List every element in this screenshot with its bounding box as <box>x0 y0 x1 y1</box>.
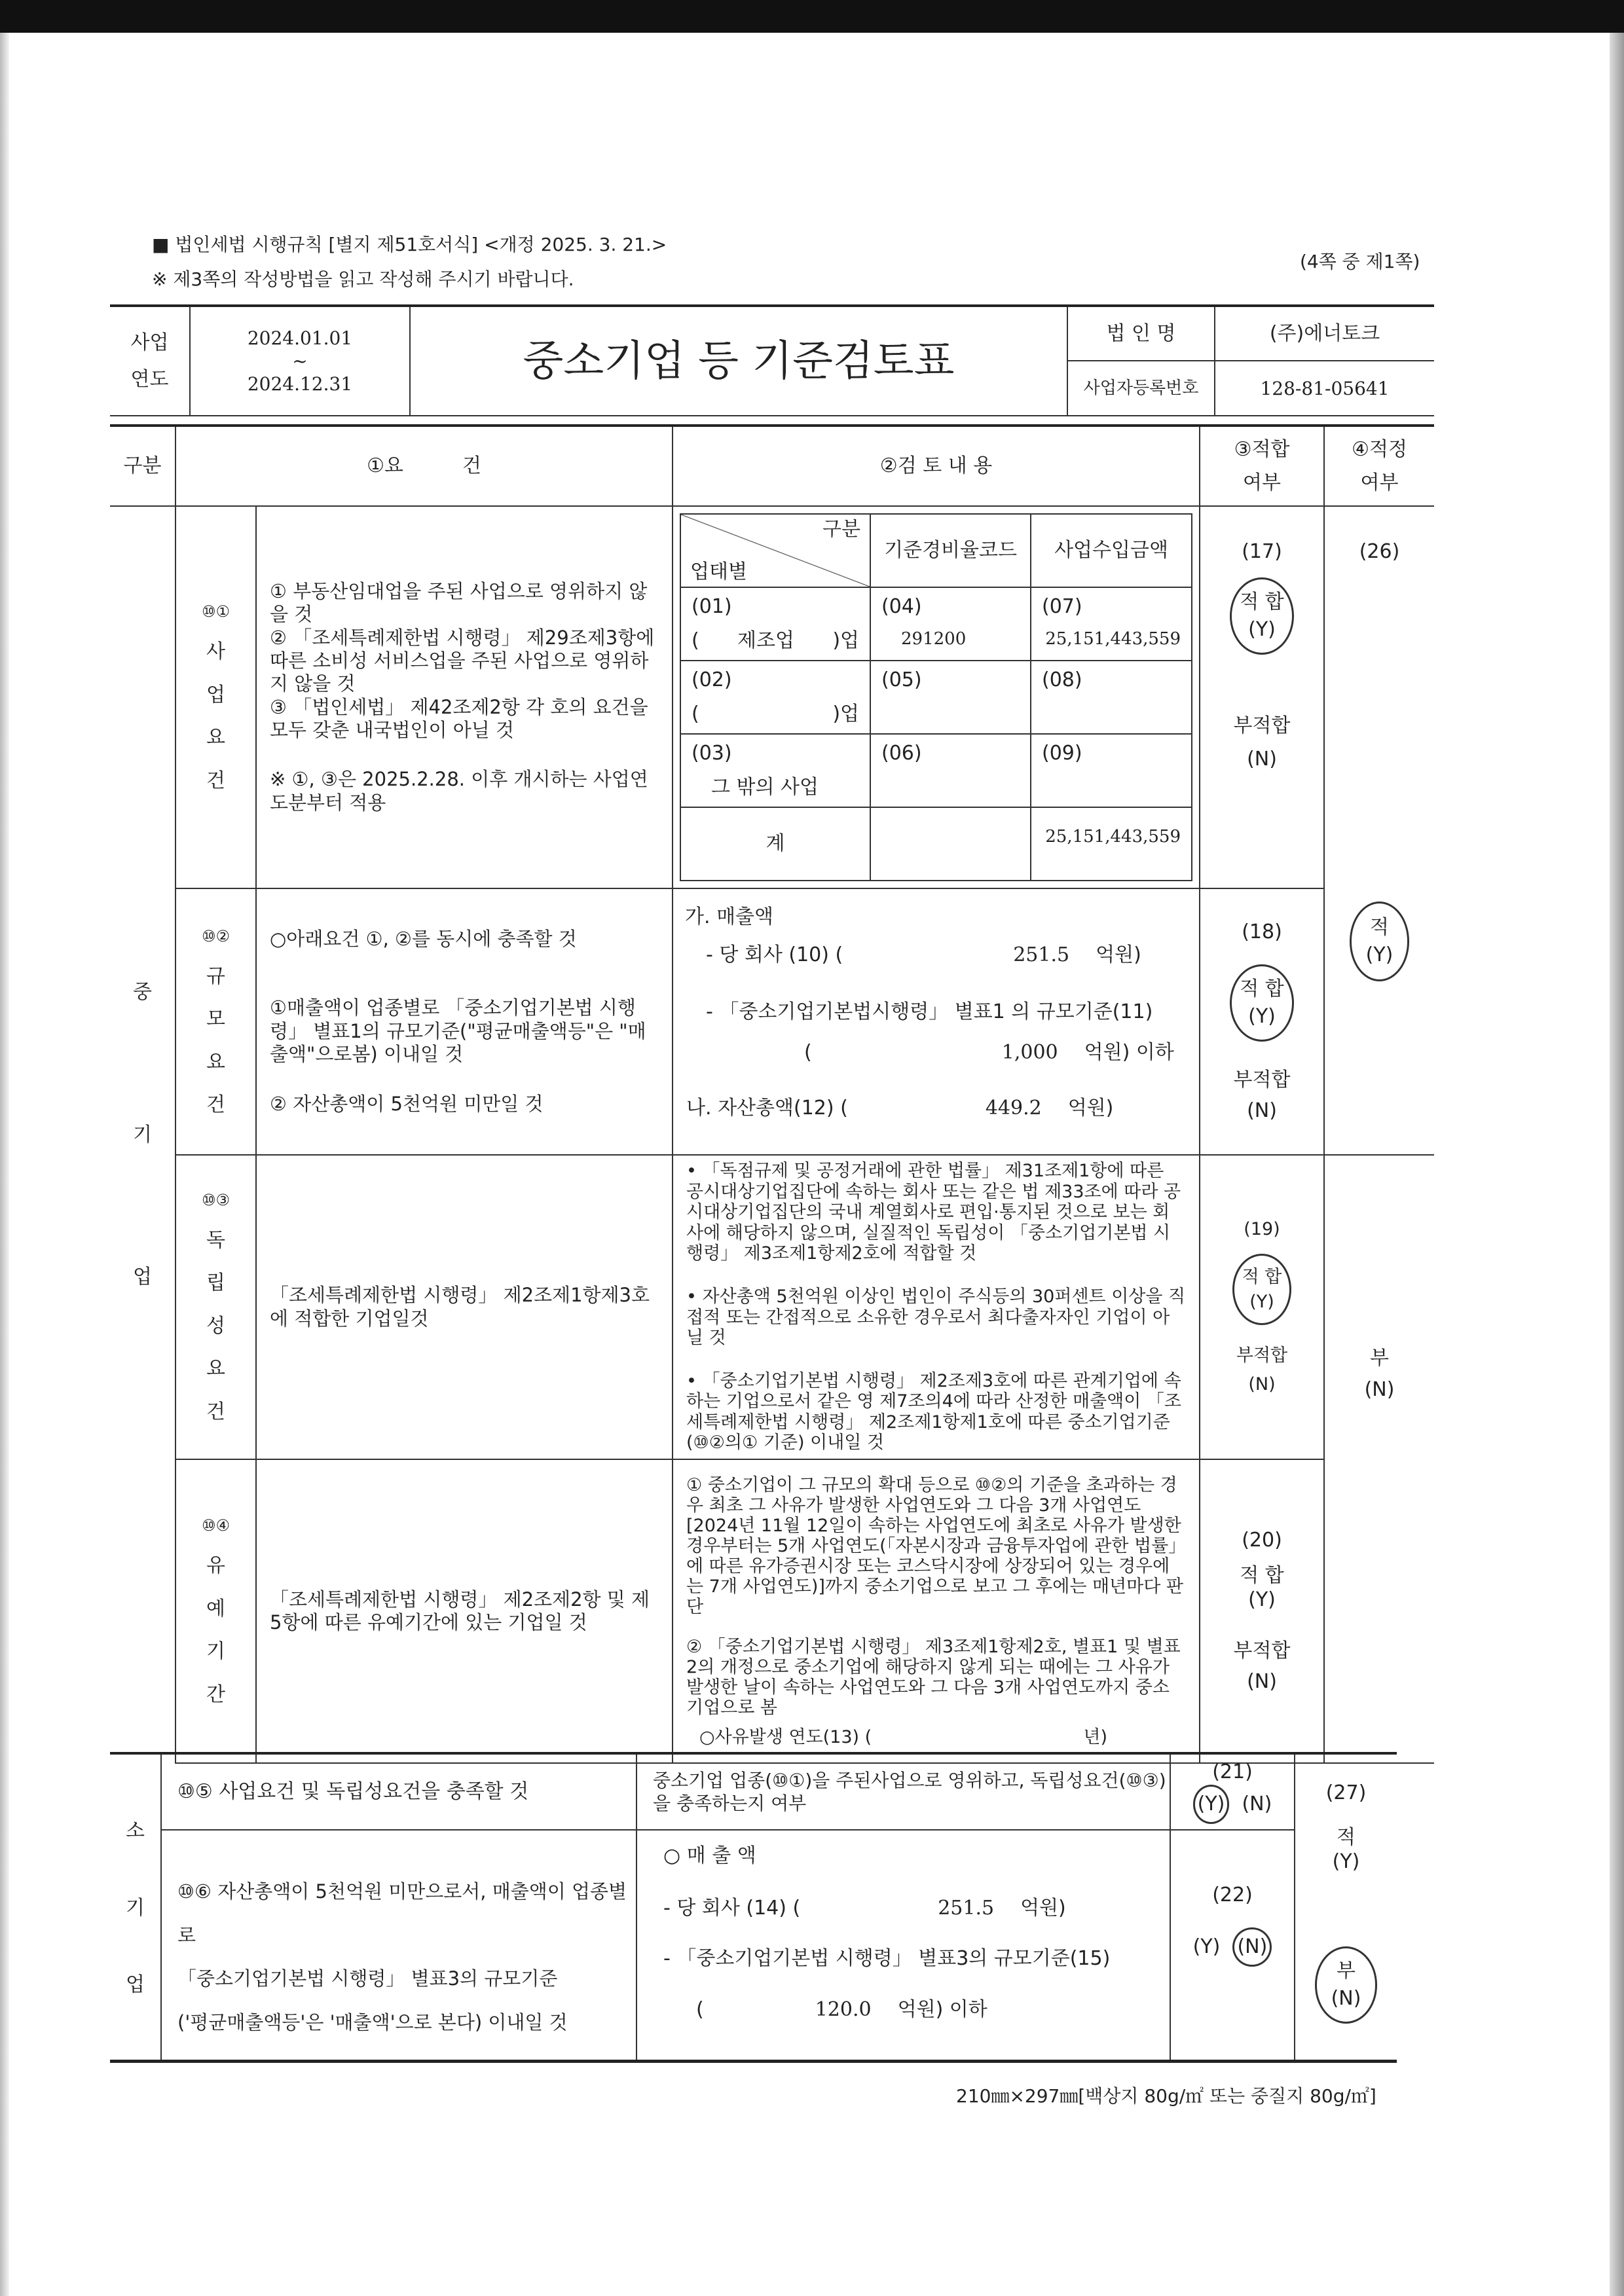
cell-num: (06) <box>881 742 922 765</box>
cell-num: (05) <box>881 668 922 691</box>
proper-no: (26) <box>1359 540 1400 563</box>
scan-left-edge <box>0 33 9 2296</box>
r103-review <box>673 1155 1200 1459</box>
r103-requirement: 「조세특례제한법 시행령」 제2조제1항제3호에 적합한 기업일것 <box>256 1155 673 1459</box>
r101-label <box>175 506 256 888</box>
unit: 억원) <box>1020 1896 1066 1920</box>
fit-yes: 적 합 <box>1240 1563 1284 1587</box>
total-label: 계 <box>680 807 870 881</box>
period-start: 2024.01.01 <box>247 327 353 349</box>
header-code: 기준경비율코드 <box>870 514 1031 587</box>
fit-no: (18) <box>1242 920 1282 944</box>
paren-end: )업 <box>832 629 859 652</box>
label-char: 기 <box>126 1896 145 1920</box>
label-char: 소 <box>126 1819 145 1843</box>
label-char: 독 <box>206 1228 225 1252</box>
corp-name-label: 법 인 명 <box>1067 306 1215 361</box>
paren-end: )업 <box>832 702 860 725</box>
paper-spec: 210㎜×297㎜[백상지 80g/㎡ 또는 중질지 80g/㎡] <box>956 2085 1376 2107</box>
notice: ※ 제3쪽의 작성방법을 읽고 작성해 주시기 바랍니다. <box>152 268 574 290</box>
req-line: ('평균매출액등'은 '매출액'으로 본다) 이내일 것 <box>177 2011 568 2034</box>
unit: 억원) 이하 <box>1084 1040 1174 1064</box>
total-amount: 25,151,443,559 <box>1045 827 1181 847</box>
medium-enterprise-table <box>110 424 1434 1764</box>
label-char: 요 <box>206 1050 225 1074</box>
company-sales-label: - 당 회사 (14) ( <box>663 1896 801 1920</box>
fit-no: (19) <box>1244 1219 1280 1240</box>
paren: ( <box>804 1040 812 1064</box>
proper-fail-n: (N) <box>1331 1986 1361 2010</box>
fit-yes: 적 합 <box>1240 590 1284 613</box>
label-char: 건 <box>206 1400 225 1423</box>
label-char: 기 <box>133 1123 152 1146</box>
req-item: ② 자산총액이 5천억원 미만일 것 <box>270 1092 544 1115</box>
r103-label <box>175 1155 256 1459</box>
col-fit <box>1200 426 1324 506</box>
company-sales-label: - 당 회사 (10) ( <box>706 943 843 966</box>
r104-requirement: 「조세특례제한법 시행령」 제2조제2항 및 제5항에 따른 유예기간에 있는 기업일 것 <box>256 1459 673 1763</box>
col-fit-1: ③적합 <box>1234 437 1290 461</box>
col-proper-1: ④적정 <box>1352 437 1407 461</box>
label-char: 업 <box>206 683 225 706</box>
scan-right-edge <box>1610 33 1624 2296</box>
period-label <box>110 306 190 416</box>
cell-num: (08) <box>1042 668 1082 691</box>
req-line: 「중소기업기본법 시행령」 별표3의 규모기준 <box>177 1967 558 1990</box>
table-row <box>680 587 1192 661</box>
r106-requirement <box>161 1830 637 2062</box>
fit-yes-circled <box>1230 964 1294 1042</box>
fit-yes-y: (Y) <box>1192 1935 1221 1958</box>
proper-yes-y: (Y) <box>1365 943 1393 966</box>
proper-yes-circled <box>1350 902 1410 981</box>
fit-fail: 부적합 <box>1233 1068 1291 1091</box>
form-reference: ■ 법인세법 시행규칙 [별지 제51호서식] <개정 2025. 3. 21.> <box>152 234 667 255</box>
page-info: (4쪽 중 제1쪽) <box>1300 251 1420 272</box>
col-requirements: ①요 건 <box>175 426 673 506</box>
fit-yes: 적 합 <box>1240 977 1284 1000</box>
r101-proper <box>1324 506 1434 888</box>
fit-yes-circled <box>1230 577 1294 655</box>
r102-proper <box>1324 888 1434 1155</box>
small-enterprise-table <box>110 1752 1397 2063</box>
col-fit-2: 여부 <box>1243 471 1281 494</box>
standard-value: 120.0 <box>815 1997 872 2021</box>
fit-no: (17) <box>1242 540 1282 563</box>
col-review: ②검 토 내 용 <box>673 426 1200 506</box>
r104-num: ⑩④ <box>201 1516 231 1535</box>
label-char: 요 <box>206 1357 225 1381</box>
fit-no-n: (N) <box>1242 1792 1272 1815</box>
review-item: • 자산총액 5천억원 이상인 법인이 주식등의 30퍼센트 이상을 직접적 또는 간접적으로 소유한 경우로서 최다출자자인 기업이 아닐 것 <box>686 1286 1186 1349</box>
fit-fail-n: (N) <box>1247 748 1277 771</box>
col-proper-2: 여부 <box>1360 471 1399 494</box>
r105-requirement: ⑩⑤ 사업요건 및 독립성요건을 충족할 것 <box>161 1753 637 1830</box>
paren: ( <box>692 629 699 652</box>
period-label-2: 연도 <box>130 367 169 391</box>
r104-label <box>175 1459 256 1763</box>
assets-value: 449.2 <box>985 1097 1042 1120</box>
unit: 억원) <box>1096 943 1141 966</box>
scan-top-border <box>0 0 1624 33</box>
r104-fit <box>1200 1459 1324 1763</box>
proper-no: 부 <box>1370 1347 1389 1370</box>
identity-table <box>110 304 1434 416</box>
r103-proper <box>1324 1155 1434 1763</box>
proper-fail-circled <box>1315 1946 1378 2024</box>
reg-no: 128-81-05641 <box>1215 361 1434 416</box>
r101-requirements <box>256 506 673 888</box>
req-item: ② 「조세특례제한법 시행령」 제29조제3항에 따른 소비성 서비스업을 주된 사업으로 영위하지 않을 것 <box>270 626 655 695</box>
proper-yes-y: (Y) <box>1332 1850 1360 1873</box>
cell-num: (07) <box>1042 595 1082 618</box>
cell-num: (09) <box>1042 742 1082 765</box>
period-end: 2024.12.31 <box>247 373 353 395</box>
cell-num: (02) <box>692 668 732 691</box>
label-char: 모 <box>206 1008 225 1030</box>
proper-no-n: (N) <box>1364 1377 1395 1401</box>
diag-top: 구분 <box>822 518 861 541</box>
r106-fit <box>1170 1830 1295 2062</box>
company-sales-value: 251.5 <box>938 1896 995 1920</box>
review-item: ① 중소기업이 그 규모의 확대 등으로 ⑩②의 기준을 초과하는 경우 최초 그 사유가 발생한 사업연도와 그 다음 3개 사업연도 [2024년 11월 12일이 속하는 사업연도에 최초로 사유가 발생한 경우부터는 5개 사업연도(「자본시장과 금융투자업에 관한 법률」에 따른 유가증권시장 또는 코스닥시장에 상장되어 있는 경우에는 7개 사업연도)]까지 중소기업으로 보고 그 후에는 매년마다 판단 <box>686 1474 1183 1617</box>
proper-yes: 적 <box>1370 916 1389 939</box>
proper-no: (27) <box>1325 1781 1367 1804</box>
label-char: 건 <box>206 769 225 792</box>
fit-yes-circled <box>1232 1254 1292 1326</box>
paren: ( <box>692 702 699 725</box>
req-item: ③ 「법인세법」 제42조제2항 각 호의 요건을 모두 갖춘 내국법인이 아닐 것 <box>270 695 648 742</box>
review-item: • 「독점규제 및 공정거래에 관한 법률」 제31조제1항에 따른 공시대상기업집단에 속하는 회사 또는 같은 법 제33조에 따라 공시대상기업집단의 국내 계열회사로 편입·통지된 것으로 보는 회사에 해당하지 않으며, 실질적인 독립성이 「중소기업기본법 시행령」 제3조제1항제2호에 적합할 것 <box>686 1161 1181 1264</box>
cell-num: (04) <box>881 595 922 618</box>
req-line: ⑩⑥ 자산총액이 5천억원 미만으로서, 매출액이 업종별로 <box>177 1880 627 1946</box>
diag-bottom: 업태별 <box>690 560 747 583</box>
fit-no: (22) <box>1212 1884 1253 1906</box>
req-item: ① 부동산임대업을 주된 사업으로 영위하지 않을 것 <box>270 579 648 626</box>
review-item: ② 「중소기업기본법 시행령」 제3조제1항제2호, 별표1 및 별표2의 개정으로 중소기업에 해당하지 않게 되는 때에는 그 사유가 발생한 날이 속하는 사업연도와 그 다음 3개 사업연도까지 중소기업으로 봄 <box>686 1637 1181 1719</box>
fit-fail-n: (N) <box>1247 1670 1277 1694</box>
period-tilde: ~ <box>292 350 308 372</box>
table-bottom-rule <box>110 2060 1397 2062</box>
label-char: 규 <box>206 964 225 988</box>
r101-num: ⑩① <box>201 602 231 621</box>
r102-requirements <box>256 888 673 1155</box>
req-note: ※ ①, ③은 2025.2.28. 이후 개시하는 사업연도분부터 적용 <box>270 768 648 814</box>
table-row <box>680 734 1192 807</box>
r103-num: ⑩③ <box>201 1190 231 1209</box>
req-intro: ○아래요건 ①, ②를 동시에 충족할 것 <box>270 928 577 951</box>
r102-fit <box>1200 888 1324 1155</box>
label-char: 간 <box>206 1683 225 1706</box>
label-char: 예 <box>206 1597 225 1620</box>
r102-num: ⑩② <box>201 926 231 945</box>
fit-yes-y: (Y) <box>1248 617 1276 641</box>
label-char: 기 <box>206 1640 225 1663</box>
cell-num: (03) <box>692 742 732 765</box>
fit-yes-y: (Y) <box>1249 1291 1274 1312</box>
r102-review <box>673 888 1200 1155</box>
fit-no: (21) <box>1212 1760 1253 1784</box>
r104-review <box>673 1459 1200 1763</box>
label-char: 요 <box>206 726 225 749</box>
label-char: 립 <box>206 1271 225 1295</box>
period-dates <box>190 306 410 416</box>
reg-no-label: 사업자등록번호 <box>1067 361 1215 416</box>
col-proper <box>1324 426 1434 506</box>
standard-value: 1,000 <box>1001 1040 1058 1064</box>
table-row <box>680 661 1192 734</box>
label-char: 업 <box>126 1973 145 1997</box>
form-title: 중소기업 등 기준검토표 <box>410 306 1067 416</box>
fit-yes-circled: (Y) <box>1193 1785 1230 1824</box>
r105-review: 중소기업 업종(⑩①)을 주된사업으로 영위하고, 독립성요건(⑩③)을 충족하는지 여부 <box>637 1753 1170 1830</box>
label-char: 성 <box>206 1314 225 1338</box>
r103-fit <box>1200 1155 1324 1459</box>
fit-yes-y: (Y) <box>1248 1588 1276 1612</box>
company-sales-value: 251.5 <box>1013 943 1070 966</box>
r101-review <box>673 506 1200 888</box>
amount: 25,151,443,559 <box>1045 629 1181 649</box>
unit: 억원) 이하 <box>897 1997 987 2021</box>
industry: 제조업 <box>737 629 794 652</box>
label-char: 중 <box>133 981 152 1004</box>
r101-fit <box>1200 506 1324 888</box>
fit-yes: 적 합 <box>1242 1266 1282 1287</box>
diag-header <box>680 514 870 587</box>
unit: 억원) <box>1067 1097 1114 1120</box>
col-gubun: 구분 <box>110 426 175 506</box>
sales-label: ○ 매 출 액 <box>663 1844 756 1867</box>
year-unit: 년) <box>1083 1727 1108 1748</box>
industry: 그 밖의 사업 <box>711 775 819 799</box>
fit-fail: 부적합 <box>1233 1639 1291 1662</box>
label-char: 건 <box>206 1093 225 1116</box>
req-item: ①매출액이 업종별로 「중소기업기본법 시행령」 별표1의 규모기준("평균매출액등"은 "매출액"으로봄) 이내일 것 <box>270 996 646 1066</box>
code: 291200 <box>901 629 967 649</box>
corp-name: (주)에너토크 <box>1215 306 1434 361</box>
small-proper <box>1295 1753 1397 2062</box>
review-item: • 「중소기업기본법 시행령」 제2조제3호에 따른 관계기업에 속하는 기업으로서 같은 영 제7조의4에 따라 산정한 매출액이 「조세특례제한법 시행령」 제2조제1항제1호에 따른 중소기업기준(⑩②의① 기준) 이내일 것 <box>686 1370 1181 1453</box>
fit-fail-n: (N) <box>1247 1099 1277 1123</box>
r106-review <box>637 1830 1170 2062</box>
medium-enterprise-label <box>110 506 175 1763</box>
proper-fail: 부 <box>1337 1959 1356 1982</box>
cell-num: (01) <box>692 595 732 618</box>
label-char: 업 <box>133 1266 152 1289</box>
fit-no: (20) <box>1242 1529 1282 1552</box>
r102-label <box>175 888 256 1155</box>
proper-yes: 적 <box>1337 1825 1356 1849</box>
paren: ( <box>696 1997 704 2021</box>
label-char: 유 <box>206 1554 225 1577</box>
fit-fail: 부적합 <box>1233 714 1291 737</box>
period-label-1: 사업 <box>130 331 169 354</box>
fit-yes-y: (Y) <box>1248 1004 1276 1028</box>
standard-label: - 「중소기업기본법 시행령」 별표3의 규모기준(15) <box>663 1947 1111 1970</box>
fit-no-circled: (N) <box>1232 1927 1272 1967</box>
assets-label: 나. 자산총액(12) ( <box>686 1097 848 1120</box>
small-enterprise-label <box>110 1753 161 2062</box>
fit-fail-n: (N) <box>1248 1374 1276 1395</box>
sales-label: 가. 매출액 <box>685 905 774 928</box>
r105-fit <box>1170 1753 1295 1830</box>
fit-fail: 부적합 <box>1236 1345 1288 1366</box>
label-char: 사 <box>206 640 225 663</box>
industry-table <box>680 513 1192 881</box>
year-label: ○사유발생 연도(13) ( <box>699 1727 872 1748</box>
header-amount: 사업수입금액 <box>1031 514 1192 587</box>
standard-label: - 「중소기업기본법시행령」 별표1 의 규모기준(11) <box>706 1000 1153 1023</box>
